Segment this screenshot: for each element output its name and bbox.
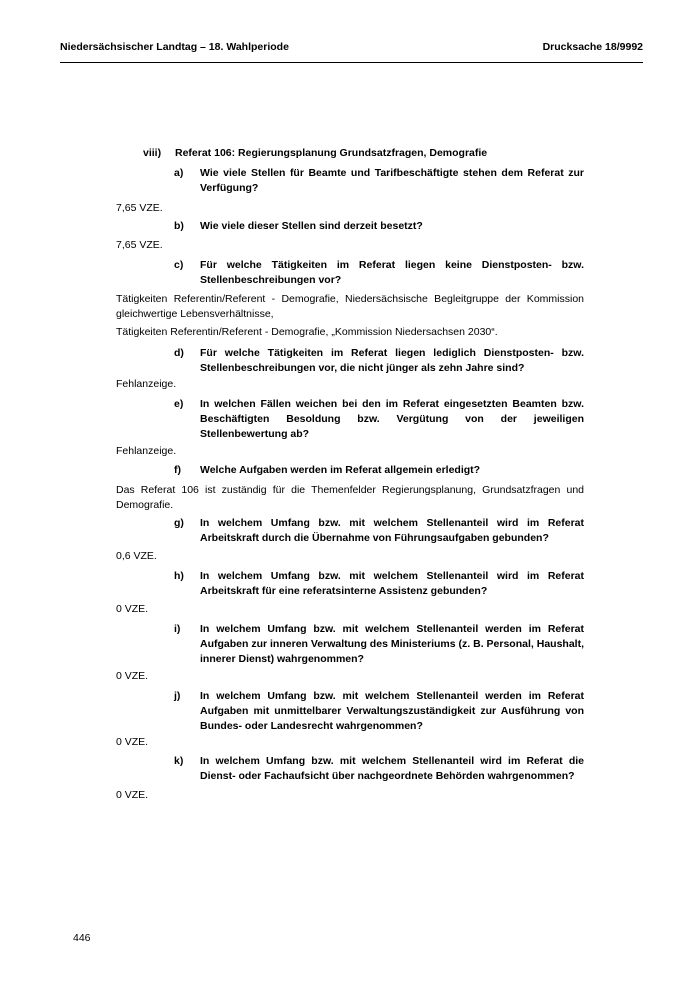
question-k xyxy=(174,754,584,784)
question-label: i) xyxy=(174,623,181,635)
answer-e: Fehlanzeige. xyxy=(116,445,177,457)
question-label: c) xyxy=(174,259,184,271)
question-text: Wie viele dieser Stellen sind derzeit besetzt? xyxy=(200,220,423,232)
question-label: b) xyxy=(174,220,184,232)
section-heading xyxy=(143,147,487,159)
question-i xyxy=(174,622,584,667)
question-label: h) xyxy=(174,570,184,582)
question-f xyxy=(174,463,584,478)
question-label: k) xyxy=(174,755,184,767)
answer-k: 0 VZE. xyxy=(116,789,149,801)
question-text: In welchem Umfang bzw. mit welchem Stellenanteil wird im Referat Arbeitskraft für eine referatsinterne Assistenz gebunden? xyxy=(200,570,584,597)
question-label: a) xyxy=(174,167,184,179)
question-b xyxy=(174,219,584,234)
answer-g: 0,6 VZE. xyxy=(116,550,157,562)
answer-c: Tätigkeiten Referentin/Referent - Demografie, Niedersächsische Begleitgruppe der Kommission gleichwertige Lebensverhältnisse, xyxy=(116,293,584,320)
question-text: In welchem Umfang bzw. mit welchem Stellenanteil werden im Referat Aufgaben zur inneren Verwaltung des Ministeriums (z. B. Personal, Haushalt, innerer Dienst) wahrgenommen? xyxy=(200,623,584,665)
question-j xyxy=(174,689,584,734)
question-text: In welchem Umfang bzw. mit welchem Stellenanteil wird im Referat Arbeitskraft durch die Übernahme von Führungsaufgaben gebunden? xyxy=(200,517,584,544)
answer-f: Das Referat 106 ist zuständig für die Themenfelder Regierungsplanung, Grundsatzfragen und Demografie. xyxy=(116,484,584,511)
page-header xyxy=(60,40,643,63)
question-text: Wie viele Stellen für Beamte und Tarifbeschäftigte stehen dem Referat zur Verfügung? xyxy=(200,167,584,194)
question-text: In welchem Umfang bzw. mit welchem Stellenanteil werden im Referat Aufgaben mit unmittelbarer Verwaltungszuständigkeit zur Ausführung von Bundes- oder Landesrecht wahrgenommen? xyxy=(200,690,584,732)
answer-d: Fehlanzeige. xyxy=(116,378,177,390)
question-text: Für welche Tätigkeiten im Referat liegen keine Dienstposten- bzw. Stellenbeschreibungen vor? xyxy=(200,259,584,286)
question-d xyxy=(174,346,584,376)
question-label: j) xyxy=(174,690,181,702)
question-label: d) xyxy=(174,347,184,359)
question-h xyxy=(174,569,584,599)
question-e xyxy=(174,397,584,442)
section-number: viii) xyxy=(143,147,162,159)
header-parliament: Niedersächsischer Landtag – 18. Wahlperiode xyxy=(60,41,289,53)
section-title: Referat 106: Regierungsplanung Grundsatzfragen, Demografie xyxy=(175,147,488,159)
answer-c-2: Tätigkeiten Referentin/Referent - Demografie, „Kommission Niedersachsen 2030“. xyxy=(116,326,498,338)
answer-h: 0 VZE. xyxy=(116,603,149,615)
question-text: In welchen Fällen weichen bei den im Referat eingesetzten Beamten bzw. Beschäftigten Besoldung bzw. Vergütung von der jeweiligen Stellenbewertung ab? xyxy=(200,398,584,440)
answer-a: 7,65 VZE. xyxy=(116,202,163,214)
question-text: In welchem Umfang bzw. mit welchem Stellenanteil wird im Referat die Dienst- oder Fachaufsicht über nachgeordnete Behörden wahrgenommen? xyxy=(200,755,584,782)
answer-b: 7,65 VZE. xyxy=(116,239,163,251)
question-a xyxy=(174,166,584,196)
question-text: Welche Aufgaben werden im Referat allgemein erledigt? xyxy=(200,464,481,476)
question-text: Für welche Tätigkeiten im Referat liegen lediglich Dienstposten- bzw. Stellenbeschreibungen vor, die nicht jünger als zehn Jahre sind? xyxy=(200,347,584,374)
header-document-number: Drucksache 18/9992 xyxy=(542,41,643,53)
answer-i: 0 VZE. xyxy=(116,670,149,682)
page-number: 446 xyxy=(73,932,91,944)
answer-j: 0 VZE. xyxy=(116,736,149,748)
question-label: f) xyxy=(174,464,181,476)
question-g xyxy=(174,516,584,546)
question-c xyxy=(174,258,584,288)
question-label: e) xyxy=(174,398,184,410)
question-label: g) xyxy=(174,517,184,529)
